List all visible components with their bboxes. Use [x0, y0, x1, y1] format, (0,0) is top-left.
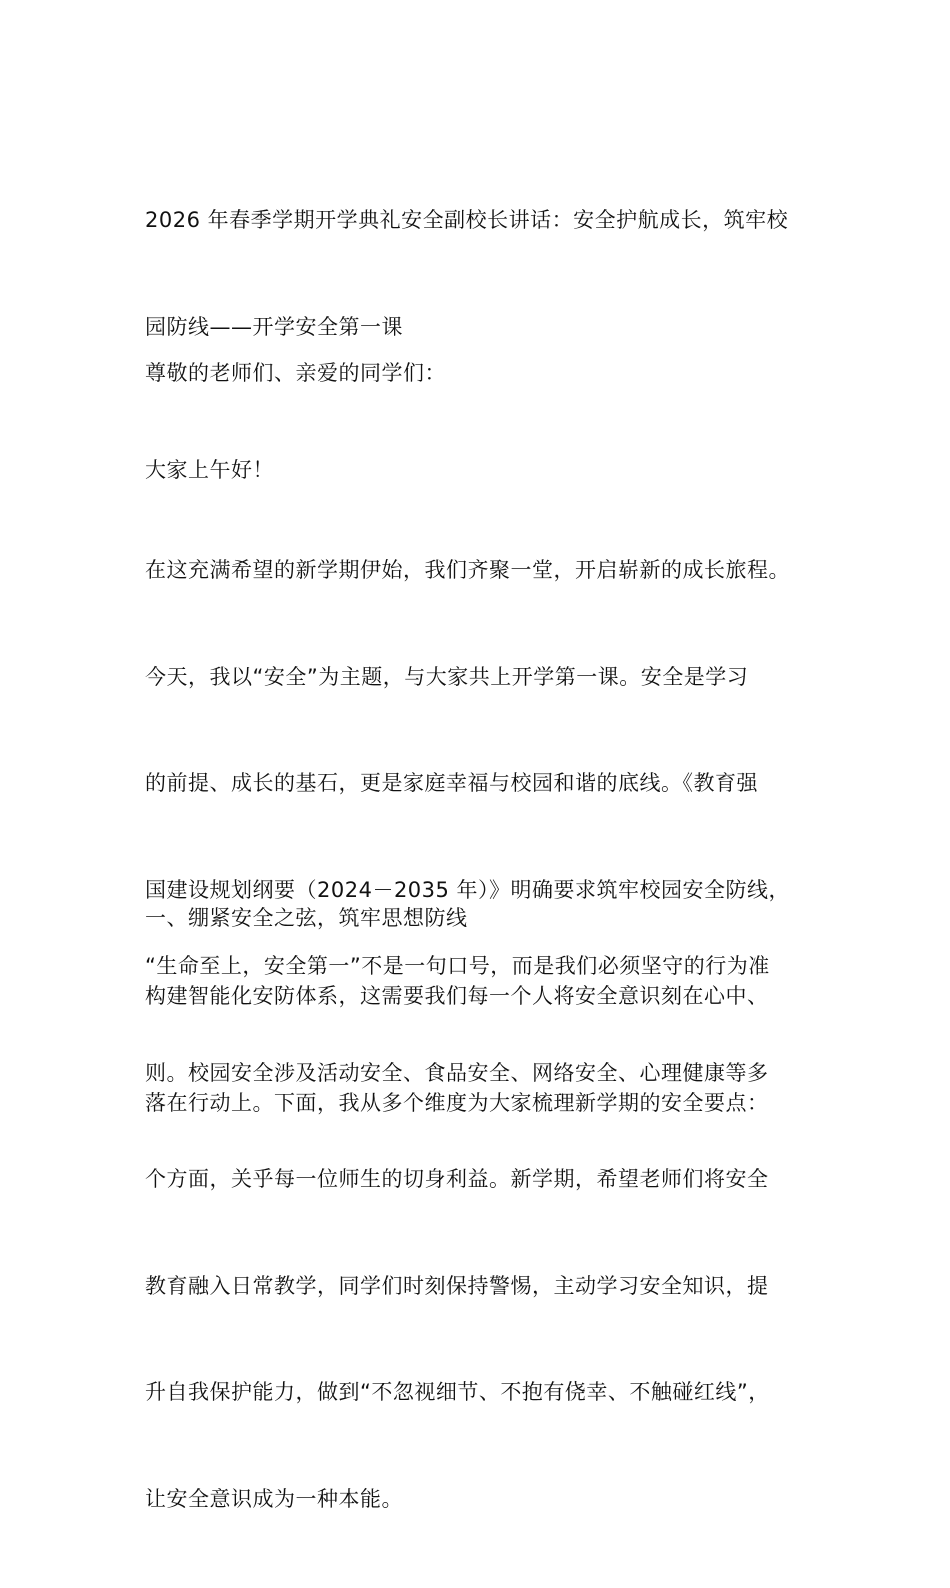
- paragraph-line: 升自我保护能力，做到“不忽视细节、不抱有侥幸、不触碰红线”，: [145, 1380, 770, 1404]
- paragraph-line: “生命至上，安全第一”不是一句口号，而是我们必须坚守的行为准: [145, 954, 770, 978]
- section-heading-text: 一、绷紧安全之弦，筑牢思想防线: [145, 906, 468, 930]
- salutation-text: 尊敬的老师们、亲爱的同学们：: [145, 361, 446, 385]
- paragraph-line: 国建设规划纲要（2024－2035 年）》明确要求筑牢校园安全防线，: [145, 877, 791, 902]
- title-line: 园防线——开学安全第一课: [145, 314, 403, 339]
- greeting-text: 大家上午好！: [145, 458, 274, 482]
- paragraph-line: 教育融入日常教学，同学们时刻保持警惕，主动学习安全知识，提: [145, 1273, 769, 1298]
- title-line: 2026 年春季学期开学典礼安全副校长讲话：安全护航成长，筑牢校: [145, 208, 789, 232]
- paragraph-line: 构建智能化安防体系，这需要我们每一个人将安全意识刻在心中、: [145, 984, 769, 1008]
- paragraph-line: 的前提、成长的基石，更是家庭幸福与校园和谐的底线。《教育强: [145, 771, 758, 795]
- paragraph-line: 落在行动上。下面，我从多个维度为大家梳理新学期的安全要点：: [145, 1090, 769, 1115]
- paragraph-line: 今天，我以“安全”为主题，与大家共上开学第一课。安全是学习: [145, 664, 749, 689]
- paragraph-line: 让安全意识成为一种本能。: [145, 1486, 403, 1511]
- paragraph-line: 在这充满希望的新学期伊始，我们齐聚一堂，开启崭新的成长旅程。: [145, 558, 790, 582]
- section-1-body: [145, 878, 770, 1588]
- paragraph-line: 则。校园安全涉及活动安全、食品安全、网络安全、心理健康等多: [145, 1060, 769, 1085]
- paragraph-line: 个方面，关乎每一位师生的切身利益。新学期，希望老师们将安全: [145, 1167, 769, 1191]
